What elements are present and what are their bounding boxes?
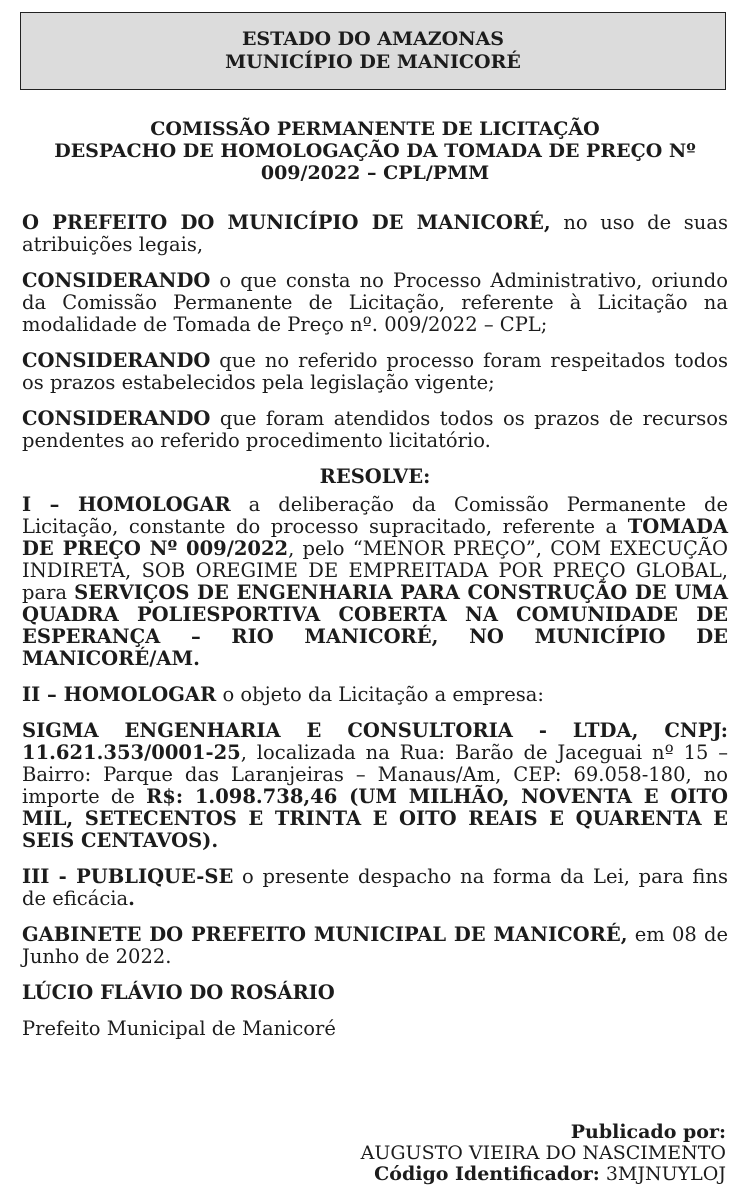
intro-text: no uso de suas atribuições legais,	[22, 211, 728, 256]
considerando-2-text: que no referido processo foram respeitados todos os prazos estabelecidos pela legislação vigente;	[22, 349, 728, 394]
title-line-1: COMISSÃO PERMANENTE DE LICITAÇÃO	[150, 118, 600, 140]
state-name: ESTADO DO AMAZONAS	[241, 28, 505, 50]
title-line-2: DESPACHO DE HOMOLOGAÇÃO DA TOMADA DE PREÇO Nº	[54, 140, 696, 162]
signatory-name-line	[22, 982, 728, 1004]
considerando-2-bold: CONSIDERANDO	[22, 349, 211, 372]
closing-text: em 08 de Junho de 2022.	[22, 923, 728, 968]
item-3-text: o presente despacho na forma da Lei, para fins de eficácia	[22, 865, 728, 910]
item-2-paragraph	[22, 684, 728, 706]
resolve-label: RESOLVE:	[319, 465, 431, 488]
code-label: Código Identificador:	[374, 1163, 600, 1185]
item-1-text-2: , pelo “MENOR PREÇO”, COM EXECUÇÃO INDIRETA, SOB OREGIME DE EMPREITADA POR PREÇO GLOBAL, para	[22, 537, 728, 604]
code-value: 3MJNUYLOJ	[605, 1163, 726, 1185]
item-1-bold-1: I – HOMOLOGAR	[22, 493, 231, 516]
considerando-3	[22, 408, 728, 452]
closing-paragraph	[22, 924, 728, 968]
company-bold-1: SIGMA ENGENHARIA E CONSULTORIA - LTDA, CNPJ: 11.621.353/0001-25	[22, 719, 728, 764]
publication-label: Publicado por:	[570, 1121, 726, 1143]
signatory-role: Prefeito Municipal de Manicoré	[22, 1017, 336, 1040]
signatory-name: LÚCIO FLÁVIO DO ROSÁRIO	[22, 981, 335, 1004]
item-1-paragraph	[22, 494, 728, 670]
document-header	[20, 12, 726, 90]
closing-bold: GABINETE DO PREFEITO MUNICIPAL DE MANICORÉ,	[22, 923, 628, 946]
considerando-3-bold: CONSIDERANDO	[22, 407, 211, 430]
item-2-text: o objeto da Licitação a empresa:	[216, 683, 544, 706]
item-1-text-1: a deliberação da Comissão Permanente de Licitação, constante do processo supracitado, referente a	[22, 493, 728, 538]
item-3-bold: III - PUBLIQUE-SE	[22, 865, 234, 888]
intro-paragraph	[22, 212, 728, 256]
item-3-paragraph	[22, 866, 728, 910]
item-3-bold-end: .	[128, 887, 135, 910]
resolve-heading	[22, 466, 728, 488]
document-title	[22, 118, 728, 184]
item-1-bold-3: SERVIÇOS DE ENGENHARIA PARA CONSTRUÇÃO DE UMA QUADRA POLIESPORTIVA COBERTA NA COMUNIDADE DE ESPERANÇA – RIO MANICORÉ, NO MUNICÍPIO DE MANICORÉ/AM.	[22, 581, 728, 670]
company-bold-2: R$: 1.098.738,46 (UM MILHÃO, NOVENTA E OITO MIL, SETECENTOS E TRINTA E OITO REAIS E QUARENTA E SEIS CENTAVOS).	[22, 785, 728, 852]
considerando-1	[22, 270, 728, 336]
item-1-bold-2: TOMADA DE PREÇO Nº 009/2022	[22, 515, 728, 560]
considerando-2	[22, 350, 728, 394]
intro-bold: O PREFEITO DO MUNICÍPIO DE MANICORÉ,	[22, 211, 551, 234]
title-line-3: 009/2022 – CPL/PMM	[260, 162, 490, 184]
company-paragraph	[22, 720, 728, 852]
considerando-3-text: que foram atendidos todos os prazos de recursos pendentes ao referido procedimento licitatório.	[22, 407, 728, 452]
company-text-1: , localizada na Rua: Barão de Jaceguai nº 15 – Bairro: Parque das Laranjeiras – Manaus/Am, CEP: 69.058-180, no importe de	[22, 741, 728, 808]
municipality-name: MUNICÍPIO DE MANICORÉ	[225, 51, 521, 73]
document-body	[22, 118, 728, 1054]
publication-info	[361, 1122, 726, 1185]
considerando-1-bold: CONSIDERANDO	[22, 269, 211, 292]
publisher-name: AUGUSTO VIEIRA DO NASCIMENTO	[360, 1142, 726, 1164]
considerando-1-text: o que consta no Processo Administrativo, oriundo da Comissão Permanente de Licitação, referente à Licitação na modalidade de Tomada de Preço nº. 009/2022 – CPL;	[22, 269, 728, 336]
item-2-bold: II – HOMOLOGAR	[22, 683, 217, 706]
